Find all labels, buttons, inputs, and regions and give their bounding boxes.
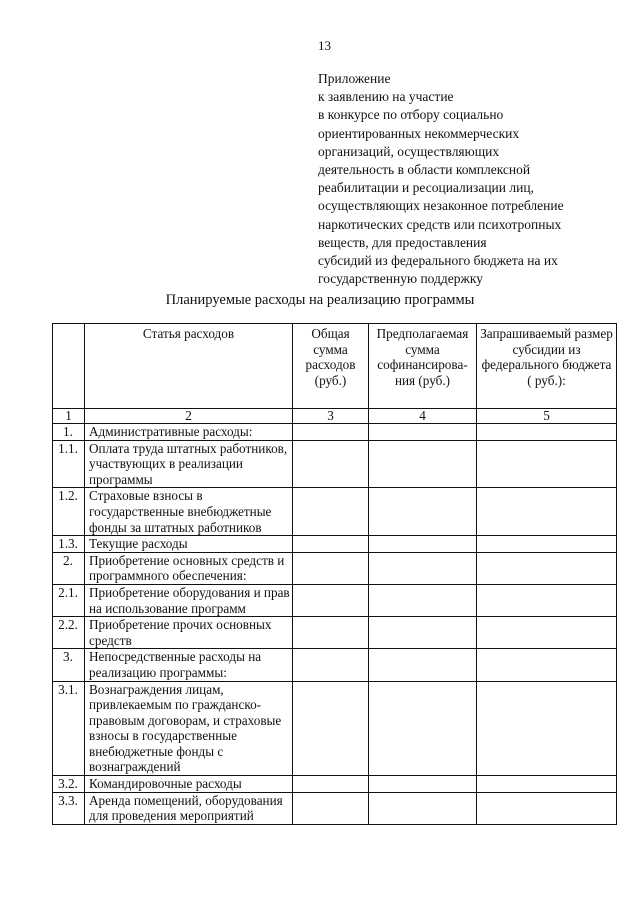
column-number: 5 bbox=[477, 409, 617, 424]
row-cofinancing-cell[interactable] bbox=[369, 584, 477, 616]
column-number: 4 bbox=[369, 409, 477, 424]
row-total-amount-cell[interactable] bbox=[293, 424, 369, 441]
header-number bbox=[53, 324, 85, 409]
row-requested-subsidy-cell[interactable] bbox=[477, 424, 617, 441]
document-title: Планируемые расходы на реализацию программы bbox=[165, 292, 475, 308]
row-cofinancing-cell[interactable] bbox=[369, 792, 477, 824]
appendix-line: деятельность в области комплексной bbox=[318, 162, 531, 178]
appendix-line: ориентированных некоммерческих bbox=[318, 125, 520, 141]
table-row bbox=[53, 617, 617, 649]
table-row bbox=[53, 776, 617, 793]
row-cofinancing-cell[interactable] bbox=[369, 488, 477, 536]
table-row bbox=[53, 536, 617, 553]
appendix-line: субсидий из федерального бюджета на их bbox=[318, 253, 558, 269]
row-expense-name: Командировочные расходы bbox=[85, 776, 293, 793]
table-row bbox=[53, 584, 617, 616]
appendix-line: организаций, осуществляющих bbox=[318, 143, 500, 159]
row-expense-name: Текущие расходы bbox=[85, 536, 293, 553]
table-row bbox=[53, 488, 617, 536]
column-number: 1 bbox=[53, 409, 85, 424]
row-expense-name: Приобретение прочих основных средств bbox=[85, 617, 293, 649]
appendix-line: реабилитации и ресоциализации лиц, bbox=[318, 180, 534, 196]
appendix-line: государственную поддержку bbox=[318, 271, 483, 287]
row-expense-name: Страховые взносы в государственные внебюджетные фонды за штатных работников bbox=[85, 488, 293, 536]
row-requested-subsidy-cell[interactable] bbox=[477, 617, 617, 649]
appendix-line: осуществляющих незаконное потребление bbox=[318, 198, 564, 214]
page-number: 13 bbox=[318, 38, 331, 53]
row-cofinancing-cell[interactable] bbox=[369, 681, 477, 776]
row-number: 1.2. bbox=[53, 488, 85, 536]
row-number: 2.1. bbox=[53, 584, 85, 616]
row-expense-name: Приобретение оборудования и прав на использование программ bbox=[85, 584, 293, 616]
column-number: 3 bbox=[293, 409, 369, 424]
table-header-row bbox=[53, 324, 617, 409]
row-total-amount-cell[interactable] bbox=[293, 488, 369, 536]
appendix-line: веществ, для предоставления bbox=[318, 234, 487, 250]
row-total-amount-cell[interactable] bbox=[293, 776, 369, 793]
row-total-amount-cell[interactable] bbox=[293, 617, 369, 649]
row-requested-subsidy-cell[interactable] bbox=[477, 681, 617, 776]
row-total-amount-cell[interactable] bbox=[293, 440, 369, 488]
row-total-amount-cell[interactable] bbox=[293, 649, 369, 681]
row-number: 1. bbox=[53, 424, 85, 441]
row-expense-name: Приобретение основных средств и программного обеспечения: bbox=[85, 552, 293, 584]
row-number: 1.1. bbox=[53, 440, 85, 488]
table-row bbox=[53, 681, 617, 776]
row-number: 3.2. bbox=[53, 776, 85, 793]
table-row bbox=[53, 440, 617, 488]
row-total-amount-cell[interactable] bbox=[293, 792, 369, 824]
appendix-line: наркотических средств или психотропных bbox=[318, 216, 562, 232]
row-requested-subsidy-cell[interactable] bbox=[477, 488, 617, 536]
row-expense-name: Оплата труда штатных работников, участвующих в реализации программы bbox=[85, 440, 293, 488]
row-expense-name: Непосредственные расходы на реализацию программы: bbox=[85, 649, 293, 681]
row-requested-subsidy-cell[interactable] bbox=[477, 584, 617, 616]
expenses-table bbox=[52, 323, 617, 825]
row-cofinancing-cell[interactable] bbox=[369, 617, 477, 649]
row-number: 2.2. bbox=[53, 617, 85, 649]
column-numbers-row bbox=[53, 409, 617, 424]
row-total-amount-cell[interactable] bbox=[293, 681, 369, 776]
row-number: 3. bbox=[53, 649, 85, 681]
table-row bbox=[53, 552, 617, 584]
row-number: 1.3. bbox=[53, 536, 85, 553]
row-number: 2. bbox=[53, 552, 85, 584]
column-number: 2 bbox=[85, 409, 293, 424]
row-requested-subsidy-cell[interactable] bbox=[477, 792, 617, 824]
table-row bbox=[53, 649, 617, 681]
header-cofinancing: Предполагаемая сумма софинансирова-ния (руб.) bbox=[369, 324, 477, 409]
row-number: 3.1. bbox=[53, 681, 85, 776]
row-expense-name: Административные расходы: bbox=[85, 424, 293, 441]
row-expense-name: Аренда помещений, оборудования для проведения мероприятий bbox=[85, 792, 293, 824]
row-cofinancing-cell[interactable] bbox=[369, 552, 477, 584]
appendix-line: в конкурсе по отбору социально bbox=[318, 107, 504, 123]
row-cofinancing-cell[interactable] bbox=[369, 536, 477, 553]
row-total-amount-cell[interactable] bbox=[293, 552, 369, 584]
row-requested-subsidy-cell[interactable] bbox=[477, 552, 617, 584]
appendix-line: к заявлению на участие bbox=[318, 89, 454, 105]
header-expense-item: Статья расходов bbox=[85, 324, 293, 409]
row-cofinancing-cell[interactable] bbox=[369, 424, 477, 441]
row-requested-subsidy-cell[interactable] bbox=[477, 536, 617, 553]
table-row bbox=[53, 792, 617, 824]
header-total-amount: Общая сумма расходов (руб.) bbox=[293, 324, 369, 409]
row-total-amount-cell[interactable] bbox=[293, 536, 369, 553]
row-number: 3.3. bbox=[53, 792, 85, 824]
appendix-note bbox=[318, 70, 618, 288]
header-requested-subsidy: Запрашиваемый размер субсидии из федерального бюджета ( руб.): bbox=[477, 324, 617, 409]
row-requested-subsidy-cell[interactable] bbox=[477, 649, 617, 681]
appendix-line: Приложение bbox=[318, 71, 391, 86]
row-total-amount-cell[interactable] bbox=[293, 584, 369, 616]
row-requested-subsidy-cell[interactable] bbox=[477, 440, 617, 488]
table-row bbox=[53, 424, 617, 441]
row-expense-name: Вознаграждения лицам, привлекаемым по гражданско-правовым договорам, и страховые взносы в государственные внебюджетные фонды с вознаграждений bbox=[85, 681, 293, 776]
row-cofinancing-cell[interactable] bbox=[369, 649, 477, 681]
row-cofinancing-cell[interactable] bbox=[369, 440, 477, 488]
row-requested-subsidy-cell[interactable] bbox=[477, 776, 617, 793]
row-cofinancing-cell[interactable] bbox=[369, 776, 477, 793]
